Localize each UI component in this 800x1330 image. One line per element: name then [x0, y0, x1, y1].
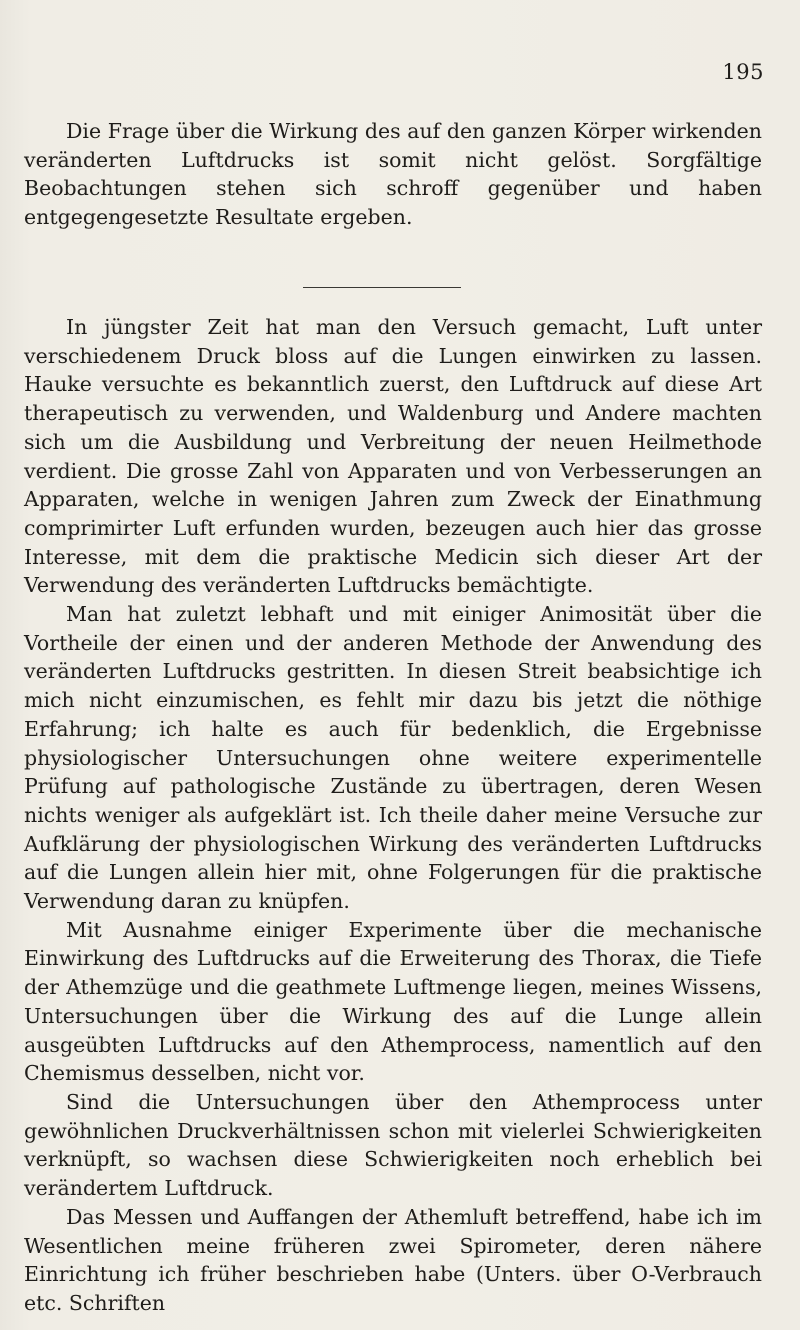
paragraph: Sind die Untersuchungen über den Athemprocess unter gewöhnlichen Druckverhältnissen schon mit vielerlei Schwierigkeiten verknüpft, so wachsen diese Schwierigkeiten noch erheblich bei verändertem Luftdruck.	[24, 1089, 762, 1201]
main-text-block	[24, 313, 762, 1318]
paragraph: Man hat zuletzt lebhaft und mit einiger Animosität über die Vortheile der einen und der anderen Methode der Anwendung des veränderten Luftdrucks gestritten. In diesen Streit beabsichtige ich mich nicht einzumischen, es fehlt mir dazu bis jetzt die nöthige Erfahrung; ich halte es auch für bedenklich, die Ergebnisse physiologischer Untersuchungen ohne weitere experimentelle Prüfung auf pathologische Zustände zu übertragen, deren Wesen nichts weniger als aufgeklärt ist. Ich theile daher meine Versuche zur Aufklärung der physiologischen Wirkung des veränderten Luftdrucks auf die Lungen allein hier mit, ohne Folgerungen für die praktische Verwendung daran zu knüpfen.	[24, 602, 762, 914]
page-number: 195	[722, 60, 764, 84]
paragraph: Die Frage über die Wirkung des auf den ganzen Körper wirkenden veränderten Luftdrucks ist somit nicht gelöst. Sorgfältige Beobachtungen stehen sich schroff gegenüber und haben entgegengesetzte Resultate ergeben.	[24, 119, 762, 230]
paragraph: Das Messen und Auffangen der Athemluft betreffend, habe ich im Wesentlichen meine früheren zwei Spirometer, deren nähere Einrichtung ich früher beschrieben habe (Unters. über O-Verbrauch etc. Schriften	[24, 1204, 762, 1315]
paragraph: In jüngster Zeit hat man den Versuch gemacht, Luft unter verschiedenem Druck bloss auf die Lungen einwirken zu lassen. Hauke versuchte es bekanntlich zuerst, den Luftdruck auf diese Art therapeutisch zu verwenden, und Waldenburg und Andere machten sich um die Ausbildung und Verbreitung der neuen Heilmethode verdient. Die grosse Zahl von Apparaten und von Verbesserungen an Apparaten, welche in wenigen Jahren zum Zweck der Einathmung comprimirter Luft erfunden wurden, bezeugen auch hier das grosse Interesse, mit dem die praktische Medicin sich dieser Art der Verwendung des veränderten Luftdrucks bemächtigte.	[24, 315, 762, 598]
paragraph: Mit Ausnahme einiger Experimente über die mechanische Einwirkung des Luftdrucks auf die Erweiterung des Thorax, die Tiefe der Athemzüge und die geathmete Luftmenge liegen, meines Wissens, Untersuchungen über die Wirkung des auf die Lunge allein ausgeübten Luftdrucks auf den Athemprocess, namentlich auf den Chemismus desselben, nicht vor.	[24, 917, 762, 1086]
opening-paragraph-block	[24, 117, 762, 232]
section-divider	[303, 287, 461, 288]
